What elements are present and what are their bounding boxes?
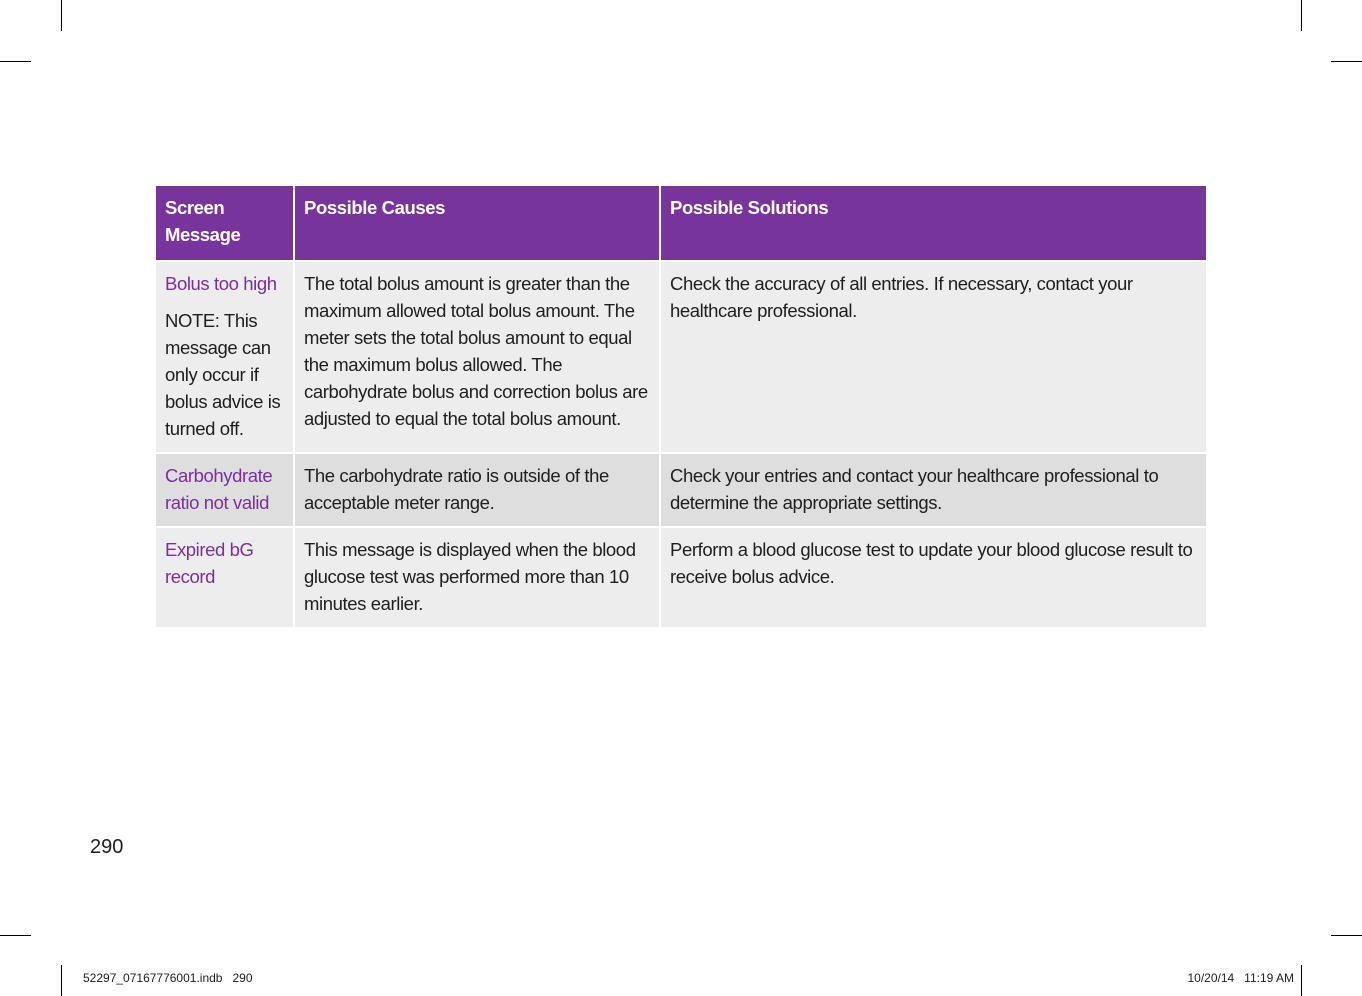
header-screen-message: Screen Message: [156, 186, 293, 260]
page-number: 290: [90, 836, 124, 858]
cause-text: The total bolus amount is greater than the maximum allowed total bolus amount. The meter sets the total bolus amount to equal the maximum bolus allowed. The carbohydrate bolus and correction bolus are adjusted to equal the total bolus amount.: [304, 273, 648, 429]
troubleshooting-table: [156, 186, 1206, 627]
screen-message: Carbohydrate ratio not valid: [165, 465, 273, 513]
crop-mark: [61, 965, 62, 996]
crop-mark: [1301, 0, 1302, 31]
solution-text: Perform a blood glucose test to update your blood glucose result to receive bolus advice.: [670, 539, 1193, 587]
crop-mark: [0, 935, 31, 936]
header-possible-solutions: Possible Solutions: [659, 186, 1206, 260]
cause-text: This message is displayed when the blood glucose test was performed more than 10 minutes earlier.: [304, 539, 636, 614]
solution-text: Check the accuracy of all entries. If necessary, contact your healthcare professional.: [670, 273, 1133, 321]
screen-message: Bolus too high: [165, 273, 277, 294]
solution-cell: [659, 526, 1206, 627]
solution-cell: [659, 452, 1206, 526]
solution-text: Check your entries and contact your healthcare professional to determine the appropriate settings.: [670, 465, 1159, 513]
screen-message-cell: [156, 452, 293, 526]
crop-mark: [1301, 965, 1302, 996]
table-row: [156, 452, 1206, 526]
crop-mark: [0, 61, 31, 62]
cause-cell: [293, 452, 659, 526]
slug-timestamp: 10/20/14 11:19 AM: [1187, 971, 1294, 985]
header-possible-causes: Possible Causes: [293, 186, 659, 260]
table-header-row: [156, 186, 1206, 260]
screen-message-cell: [156, 260, 293, 452]
solution-cell: [659, 260, 1206, 452]
note-text: NOTE: This message can only occur if bolus advice is turned off.: [165, 310, 281, 439]
cause-cell: [293, 260, 659, 452]
table-row: [156, 526, 1206, 627]
screen-message-cell: [156, 526, 293, 627]
crop-mark: [1331, 61, 1362, 62]
crop-mark: [61, 0, 62, 31]
screen-message: Expired bG record: [165, 539, 254, 587]
slug-file: 52297_07167776001.indb 290: [83, 971, 253, 985]
crop-mark: [1331, 935, 1362, 936]
cause-text: The carbohydrate ratio is outside of the acceptable meter range.: [304, 465, 609, 513]
table-row: [156, 260, 1206, 452]
cause-cell: [293, 526, 659, 627]
